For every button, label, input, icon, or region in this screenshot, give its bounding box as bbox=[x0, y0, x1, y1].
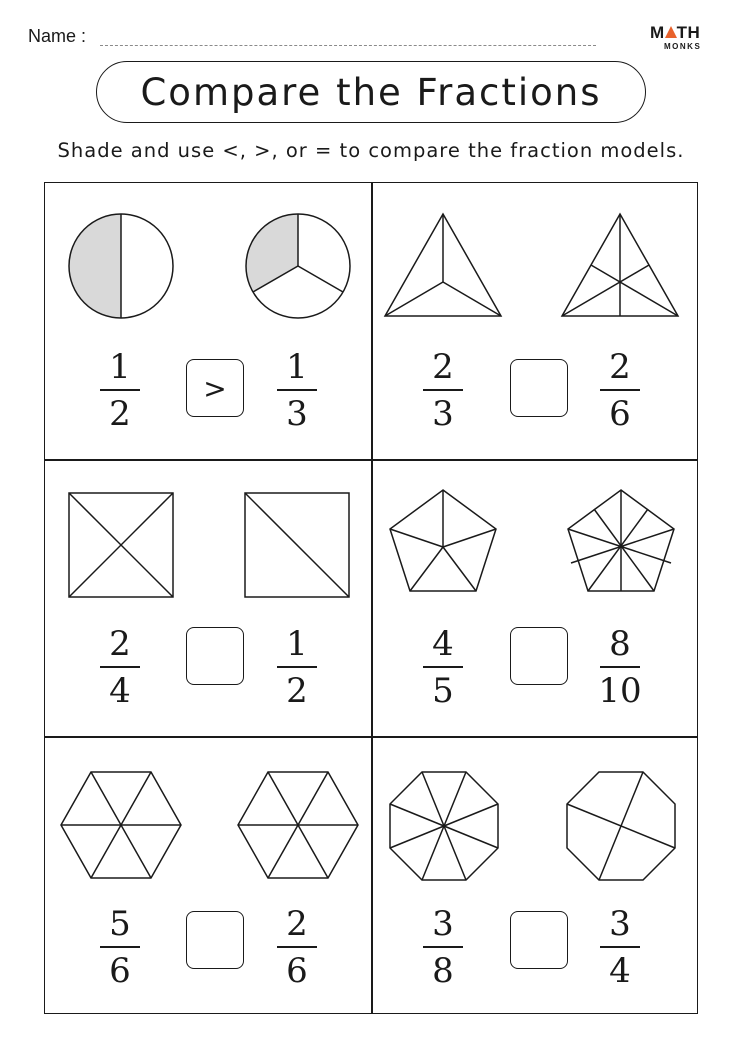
denominator: 3 bbox=[286, 393, 308, 434]
compare-answer-box[interactable] bbox=[510, 627, 568, 685]
square-halves-model[interactable] bbox=[244, 492, 350, 598]
grid-divider-vertical bbox=[371, 182, 373, 1014]
numerator: 8 bbox=[609, 624, 631, 664]
compare-answer-box[interactable] bbox=[510, 911, 568, 969]
fraction bbox=[90, 905, 150, 990]
fraction bbox=[267, 348, 327, 433]
denominator: 2 bbox=[109, 393, 131, 434]
fraction bbox=[590, 625, 650, 710]
denominator: 2 bbox=[286, 670, 308, 711]
numerator: 2 bbox=[109, 624, 131, 664]
octagon-quarters-model[interactable] bbox=[566, 771, 676, 881]
numerator: 1 bbox=[109, 347, 131, 387]
compare-answer-box[interactable]: > bbox=[186, 359, 244, 417]
denominator: 6 bbox=[609, 393, 631, 434]
title-text: Compare the Fractions bbox=[140, 70, 602, 114]
grid-divider-horizontal bbox=[44, 459, 698, 461]
name-label: Name : bbox=[28, 26, 87, 46]
denominator: 4 bbox=[109, 670, 131, 711]
fraction bbox=[413, 625, 473, 710]
numerator: 3 bbox=[609, 904, 631, 944]
fraction bbox=[90, 625, 150, 710]
logo-triangle-icon bbox=[665, 26, 677, 38]
grid-divider-horizontal bbox=[44, 736, 698, 738]
numerator: 4 bbox=[432, 624, 454, 664]
logo-text-th: TH bbox=[676, 23, 701, 42]
numerator: 2 bbox=[609, 347, 631, 387]
numerator: 3 bbox=[432, 904, 454, 944]
instructions: Shade and use <, >, or = to compare the fraction models. bbox=[57, 139, 685, 162]
compare-answer-box[interactable] bbox=[186, 627, 244, 685]
math-monks-logo bbox=[650, 24, 720, 52]
worksheet-title bbox=[96, 61, 646, 123]
denominator: 6 bbox=[286, 950, 308, 991]
fraction bbox=[90, 348, 150, 433]
fraction bbox=[413, 905, 473, 990]
fraction bbox=[413, 348, 473, 433]
denominator: 6 bbox=[109, 950, 131, 991]
triangle-thirds-model[interactable] bbox=[384, 213, 502, 319]
denominator: 3 bbox=[432, 393, 454, 434]
compare-answer-box[interactable] bbox=[510, 359, 568, 417]
circle-halves-model[interactable] bbox=[68, 213, 174, 319]
denominator: 10 bbox=[598, 670, 642, 711]
name-field[interactable] bbox=[100, 45, 596, 46]
fraction bbox=[590, 905, 650, 990]
numerator: 2 bbox=[286, 904, 308, 944]
denominator: 8 bbox=[432, 950, 454, 991]
numerator: 1 bbox=[286, 347, 308, 387]
square-quarters-model[interactable] bbox=[68, 492, 174, 598]
denominator: 5 bbox=[432, 670, 454, 711]
numerator: 1 bbox=[286, 624, 308, 664]
numerator: 2 bbox=[432, 347, 454, 387]
compare-answer-box[interactable] bbox=[186, 911, 244, 969]
hexagon-sixths-model[interactable] bbox=[237, 771, 359, 879]
numerator: 5 bbox=[109, 904, 131, 944]
logo-subtitle: MONKS bbox=[664, 42, 702, 51]
fraction bbox=[590, 348, 650, 433]
hexagon-sixths-model[interactable] bbox=[60, 771, 182, 879]
denominator: 4 bbox=[609, 950, 631, 991]
logo-text-m: M bbox=[650, 23, 665, 42]
octagon-eighths-model[interactable] bbox=[389, 771, 499, 881]
pentagon-fifths-model[interactable] bbox=[388, 489, 498, 593]
fraction bbox=[267, 625, 327, 710]
circle-thirds-model[interactable] bbox=[245, 213, 351, 319]
fraction bbox=[267, 905, 327, 990]
pentagon-tenths-model[interactable] bbox=[566, 489, 676, 593]
triangle-sixths-model[interactable] bbox=[561, 213, 679, 319]
